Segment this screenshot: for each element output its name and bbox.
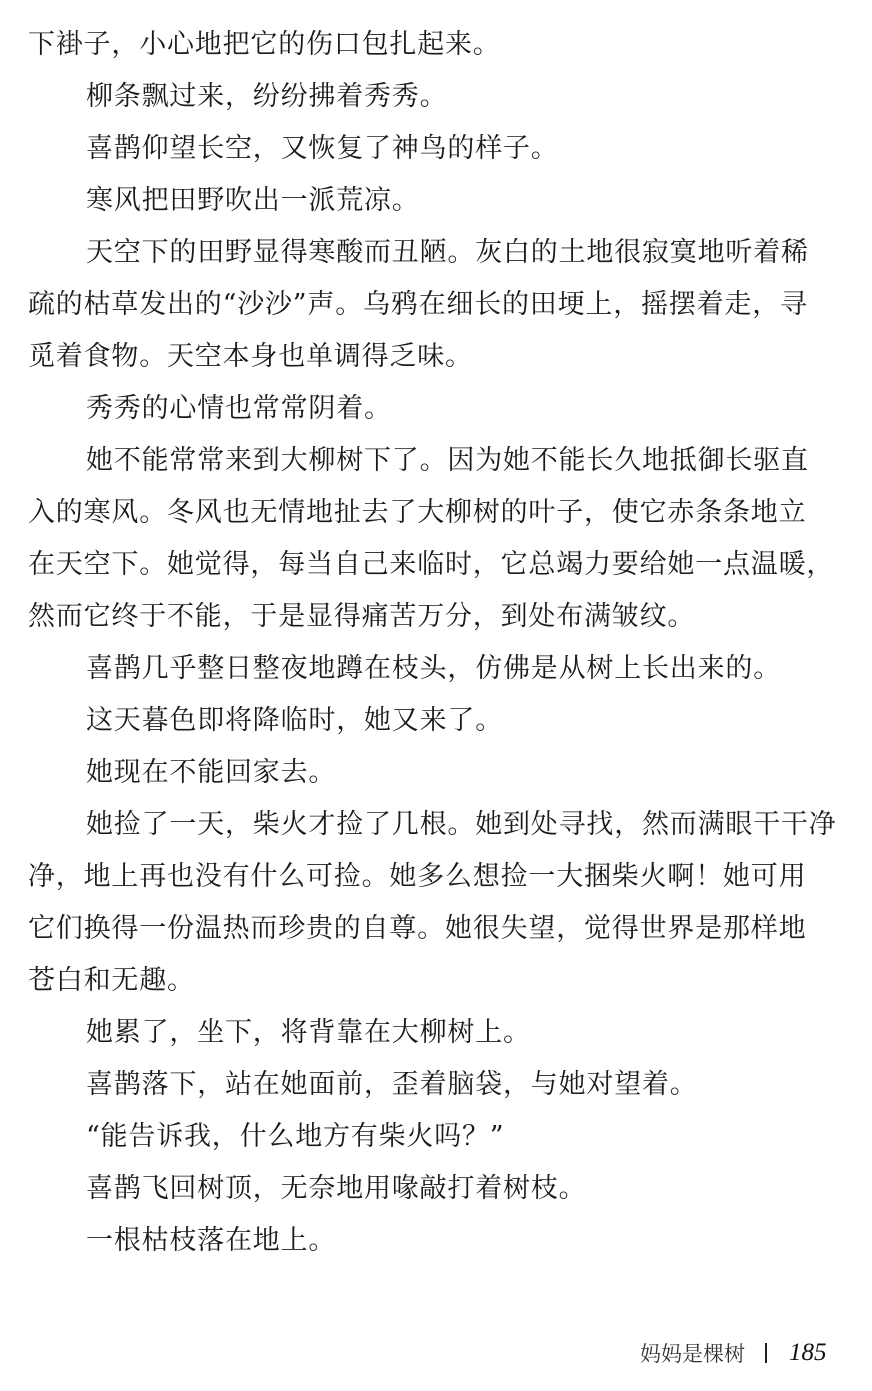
text-line: 然而它终于不能，于是显得痛苦万分，到处布满皱纹。 xyxy=(28,601,696,632)
paragraph xyxy=(28,1114,842,1166)
text-line: 苍白和无趣。 xyxy=(28,965,195,996)
paragraph xyxy=(28,74,842,126)
text-line: 它们换得一份温热而珍贵的自尊。她很失望，觉得世界是那样地 xyxy=(28,913,807,944)
paragraph xyxy=(28,178,842,230)
text-line: 一根枯枝落在地上。 xyxy=(86,1225,337,1256)
text-line: 天空下的田野显得寒酸而丑陋。灰白的土地很寂寞地听着稀 xyxy=(86,237,809,268)
text-line: 喜鹊飞回树顶，无奈地用喙敲打着树枝。 xyxy=(86,1173,587,1204)
paragraph xyxy=(28,438,842,646)
paragraph xyxy=(28,1166,842,1218)
text-line: 这天暮色即将降临时，她又来了。 xyxy=(86,705,503,736)
body-text xyxy=(28,22,842,1270)
text-line: 疏的枯草发出的“沙沙”声。乌鸦在细长的田埂上，摇摆着走，寻 xyxy=(28,289,808,320)
footer-separator xyxy=(765,1343,767,1363)
text-line: 柳条飘过来，纷纷拂着秀秀。 xyxy=(86,81,448,112)
text-line: 秀秀的心情也常常阴着。 xyxy=(86,393,392,424)
running-title: 妈妈是棵树 xyxy=(640,1342,745,1366)
text-line: 她不能常常来到大柳树下了。因为她不能长久地抵御长驱直 xyxy=(86,445,809,476)
paragraph xyxy=(28,646,842,698)
text-line: 净，地上再也没有什么可捡。她多么想捡一大捆柴火啊！她可用 xyxy=(28,861,807,892)
page-footer xyxy=(640,1333,827,1373)
paragraph xyxy=(28,1218,842,1270)
text-line: 寒风把田野吹出一派荒凉。 xyxy=(86,185,420,216)
paragraph xyxy=(28,750,842,802)
paragraph xyxy=(28,802,842,1010)
paragraph xyxy=(28,1010,842,1062)
text-line: 她捡了一天，柴火才捡了几根。她到处寻找，然而满眼干干净 xyxy=(86,809,837,840)
text-line: 喜鹊仰望长空，又恢复了神鸟的样子。 xyxy=(86,133,559,164)
text-line: 入的寒风。冬风也无情地扯去了大柳树的叶子，使它赤条条地立 xyxy=(28,497,807,528)
text-line: 她现在不能回家去。 xyxy=(86,757,337,788)
text-line: 喜鹊落下，站在她面前，歪着脑袋，与她对望着。 xyxy=(86,1069,698,1100)
paragraph xyxy=(28,22,842,74)
text-line: “能告诉我，什么地方有柴火吗？” xyxy=(86,1121,505,1152)
paragraph xyxy=(28,230,842,386)
paragraph xyxy=(28,386,842,438)
text-line: 下褂子，小心地把它的伤口包扎起来。 xyxy=(28,29,501,60)
paragraph xyxy=(28,126,842,178)
paragraph xyxy=(28,1062,842,1114)
text-line: 她累了，坐下，将背靠在大柳树上。 xyxy=(86,1017,531,1048)
text-line: 在天空下。她觉得，每当自己来临时，它总竭力要给她一点温暖， xyxy=(28,549,835,580)
page-number: 185 xyxy=(789,1339,827,1366)
text-line: 觅着食物。天空本身也单调得乏味。 xyxy=(28,341,473,372)
paragraph xyxy=(28,698,842,750)
text-line: 喜鹊几乎整日整夜地蹲在枝头，仿佛是从树上长出来的。 xyxy=(86,653,781,684)
